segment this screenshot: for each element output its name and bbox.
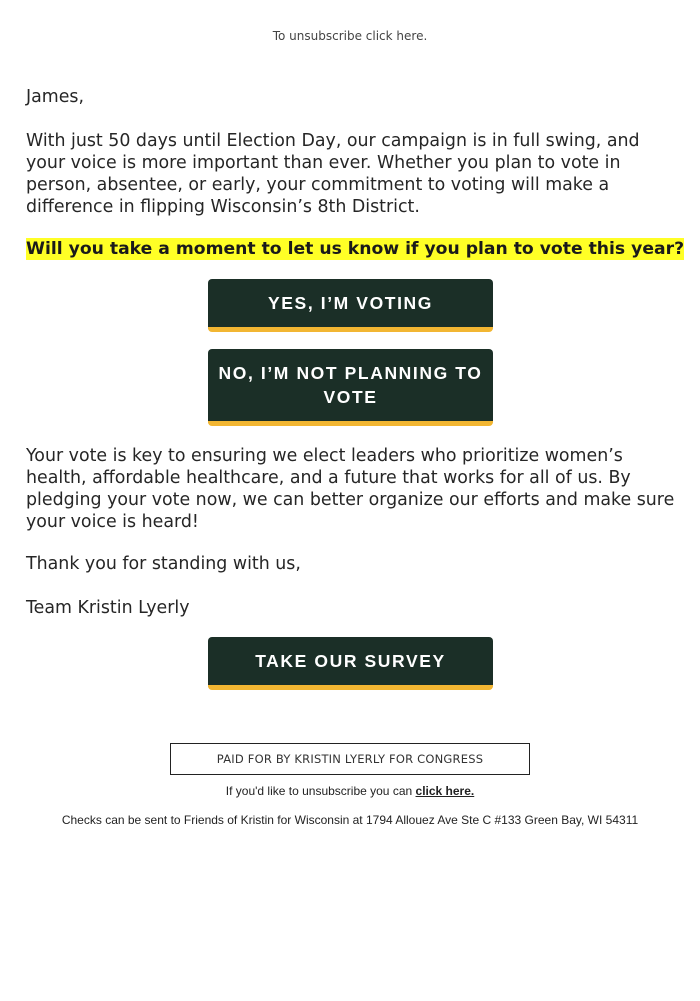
not-planning-to-vote-label: NO, I’M NOT PLANNING TO VOTE [218, 363, 483, 407]
take-survey-button[interactable] [208, 637, 493, 690]
paid-for-disclaimer: PAID FOR BY KRISTIN LYERLY FOR CONGRESS [170, 743, 530, 775]
take-survey-label: TAKE OUR SURVEY [255, 651, 446, 671]
not-planning-to-vote-button[interactable] [208, 349, 493, 426]
yes-voting-button[interactable] [208, 279, 493, 332]
mailing-address: Checks can be sent to Friends of Kristin for Wisconsin at 1794 Allouez Ave Ste C #133 Green Bay, WI 54311 [61, 813, 639, 827]
intro-paragraph: With just 50 days until Election Day, our campaign is in full swing, and your voice is more important than ever. Whether you plan to vote in person, absentee, or early, your commitment to voting will make a difference in flipping Wisconsin’s 8th District. [26, 131, 640, 217]
thanks-line: Thank you for standing with us, [26, 554, 301, 574]
top-unsubscribe-link[interactable]: To unsubscribe click here. [272, 29, 428, 43]
footer-unsubscribe [0, 784, 700, 798]
greeting: James, [26, 87, 85, 107]
yes-voting-label: YES, I’M VOTING [268, 293, 433, 313]
highlight-question [26, 238, 686, 260]
footer-unsubscribe-text: If you'd like to unsubscribe you can [225, 784, 413, 798]
body-paragraph: Your vote is key to ensuring we elect leaders who prioritize women’s health, affordable healthcare, and a future that works for all of us. By pledging your vote now, we can better organize our efforts and make sure your voice is heard! [26, 446, 675, 532]
signature: Team Kristin Lyerly [26, 598, 190, 618]
top-unsubscribe [0, 29, 700, 43]
highlight-question-text: Will you take a moment to let us know if you plan to vote this year? [26, 239, 685, 259]
footer-unsubscribe-link[interactable]: click here. [415, 784, 475, 798]
